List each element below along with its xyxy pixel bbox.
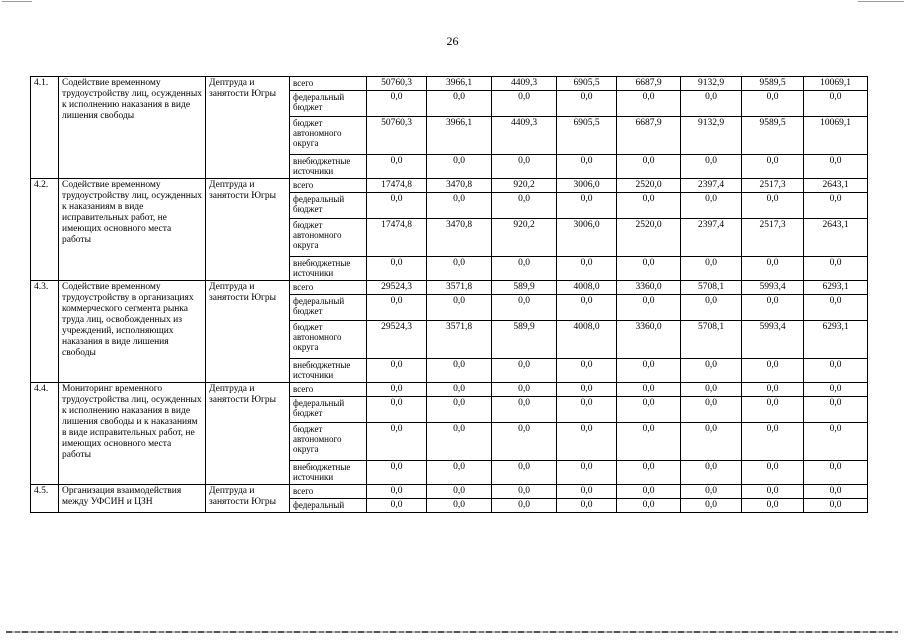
- value-cell: 0,0: [681, 383, 742, 397]
- executor: Дептруда и занятости Югры: [206, 383, 290, 485]
- value-cell: 9589,5: [742, 77, 804, 91]
- measure-name: Содействие временному трудоустройству лиц, осужденных к исполнению наказания в виде лишения свободы: [59, 77, 206, 179]
- value-cell: 0,0: [492, 423, 557, 461]
- table-body: [31, 77, 868, 513]
- value-cell: 0,0: [367, 499, 427, 513]
- value-cell: 17474,8: [367, 219, 427, 257]
- value-cell: 0,0: [427, 499, 492, 513]
- value-cell: 0,0: [557, 499, 617, 513]
- funding-source: внебюджетные источники: [290, 461, 367, 485]
- funding-source: федеральный бюджет: [290, 397, 367, 423]
- value-cell: 9589,5: [742, 117, 804, 155]
- funding-source: всего: [290, 485, 367, 499]
- value-cell: 5708,1: [681, 281, 742, 295]
- executor: Дептруда и занятости Югры: [206, 179, 290, 281]
- value-cell: 3571,8: [427, 281, 492, 295]
- value-cell: 5993,4: [742, 321, 804, 359]
- value-cell: 589,9: [492, 281, 557, 295]
- value-cell: 0,0: [367, 91, 427, 117]
- value-cell: 0,0: [804, 423, 868, 461]
- value-cell: 2520,0: [617, 219, 681, 257]
- value-cell: 0,0: [617, 359, 681, 383]
- value-cell: 0,0: [427, 423, 492, 461]
- row-number: 4.1.: [31, 77, 59, 179]
- value-cell: 589,9: [492, 321, 557, 359]
- funding-source: бюджет автономного округа: [290, 423, 367, 461]
- value-cell: 3360,0: [617, 281, 681, 295]
- value-cell: 5708,1: [681, 321, 742, 359]
- value-cell: 0,0: [367, 423, 427, 461]
- row-number: 4.4.: [31, 383, 59, 485]
- value-cell: 0,0: [617, 155, 681, 179]
- value-cell: 2643,1: [804, 219, 868, 257]
- value-cell: 0,0: [367, 397, 427, 423]
- value-cell: 0,0: [742, 91, 804, 117]
- value-cell: 0,0: [617, 461, 681, 485]
- funding-source: федеральный бюджет: [290, 295, 367, 321]
- value-cell: 0,0: [804, 359, 868, 383]
- value-cell: 4008,0: [557, 281, 617, 295]
- value-cell: 0,0: [557, 193, 617, 219]
- value-cell: 0,0: [617, 295, 681, 321]
- value-cell: 0,0: [742, 359, 804, 383]
- executor: Дептруда и занятости Югры: [206, 281, 290, 383]
- funding-source: внебюджетные источники: [290, 359, 367, 383]
- value-cell: 0,0: [492, 91, 557, 117]
- value-cell: 9132,9: [681, 117, 742, 155]
- value-cell: 0,0: [681, 155, 742, 179]
- value-cell: 3006,0: [557, 179, 617, 193]
- row-number: 4.5.: [31, 485, 59, 513]
- value-cell: 0,0: [557, 383, 617, 397]
- value-cell: 0,0: [681, 499, 742, 513]
- value-cell: 0,0: [367, 155, 427, 179]
- value-cell: 6293,1: [804, 281, 868, 295]
- value-cell: 0,0: [742, 193, 804, 219]
- value-cell: 0,0: [557, 397, 617, 423]
- funding-source: всего: [290, 383, 367, 397]
- value-cell: 0,0: [681, 295, 742, 321]
- value-cell: 0,0: [681, 485, 742, 499]
- value-cell: 0,0: [492, 155, 557, 179]
- row-number: 4.3.: [31, 281, 59, 383]
- value-cell: 0,0: [742, 295, 804, 321]
- value-cell: 0,0: [742, 461, 804, 485]
- value-cell: 0,0: [492, 257, 557, 281]
- value-cell: 0,0: [742, 499, 804, 513]
- value-cell: 0,0: [492, 295, 557, 321]
- value-cell: 0,0: [804, 383, 868, 397]
- value-cell: 0,0: [804, 91, 868, 117]
- value-cell: 0,0: [681, 257, 742, 281]
- funding-source: всего: [290, 77, 367, 91]
- value-cell: 0,0: [617, 91, 681, 117]
- value-cell: 0,0: [617, 257, 681, 281]
- value-cell: 0,0: [427, 485, 492, 499]
- value-cell: 2397,4: [681, 219, 742, 257]
- value-cell: 0,0: [804, 295, 868, 321]
- measure-name: Организация взаимодействия между УФСИН и ЦЗН: [59, 485, 206, 513]
- value-cell: 0,0: [427, 155, 492, 179]
- funding-source: внебюджетные источники: [290, 257, 367, 281]
- value-cell: 0,0: [427, 461, 492, 485]
- value-cell: 0,0: [492, 359, 557, 383]
- funding-source: федеральный бюджет: [290, 193, 367, 219]
- value-cell: 0,0: [492, 499, 557, 513]
- value-cell: 6293,1: [804, 321, 868, 359]
- value-cell: 0,0: [492, 461, 557, 485]
- measure-name: Мониторинг временного трудоустройства лиц, осужденных к исполнению наказания в виде лишения свободы и к наказаниям в виде исправительных работ, не имеющих основного места работы: [59, 383, 206, 485]
- value-cell: 4409,3: [492, 117, 557, 155]
- funding-source: федеральный: [290, 499, 367, 513]
- value-cell: 3966,1: [427, 117, 492, 155]
- value-cell: 0,0: [367, 295, 427, 321]
- value-cell: 4409,3: [492, 77, 557, 91]
- table-row: [31, 281, 868, 295]
- value-cell: 0,0: [367, 193, 427, 219]
- value-cell: 10069,1: [804, 77, 868, 91]
- value-cell: 0,0: [804, 193, 868, 219]
- value-cell: 6687,9: [617, 77, 681, 91]
- measure-name: Содействие временному трудоустройству в организациях коммерческого сегмента рынка труда лиц, освобожденных из учреждений, исполняющих наказания в виде лишения свободы: [59, 281, 206, 383]
- value-cell: 2643,1: [804, 179, 868, 193]
- value-cell: 0,0: [681, 461, 742, 485]
- value-cell: 50760,3: [367, 117, 427, 155]
- value-cell: 0,0: [804, 461, 868, 485]
- value-cell: 0,0: [617, 397, 681, 423]
- value-cell: 920,2: [492, 179, 557, 193]
- funding-source: федеральный бюджет: [290, 91, 367, 117]
- value-cell: 0,0: [557, 485, 617, 499]
- value-cell: 0,0: [617, 485, 681, 499]
- value-cell: 0,0: [427, 295, 492, 321]
- value-cell: 0,0: [367, 359, 427, 383]
- value-cell: 2397,4: [681, 179, 742, 193]
- value-cell: 0,0: [742, 155, 804, 179]
- table-row: [31, 485, 868, 499]
- value-cell: 0,0: [427, 383, 492, 397]
- value-cell: 0,0: [557, 295, 617, 321]
- measure-name: Содействие временному трудоустройству лиц, осужденных к наказаниям в виде исправительных работ, не имеющих основного места работы: [59, 179, 206, 281]
- value-cell: 0,0: [367, 485, 427, 499]
- value-cell: 0,0: [617, 499, 681, 513]
- value-cell: 9132,9: [681, 77, 742, 91]
- value-cell: 0,0: [681, 359, 742, 383]
- value-cell: 0,0: [804, 485, 868, 499]
- value-cell: 0,0: [557, 359, 617, 383]
- funding-source: всего: [290, 281, 367, 295]
- value-cell: 3360,0: [617, 321, 681, 359]
- value-cell: 6905,5: [557, 77, 617, 91]
- value-cell: 0,0: [557, 91, 617, 117]
- funding-source: бюджет автономного округа: [290, 321, 367, 359]
- value-cell: 6905,5: [557, 117, 617, 155]
- executor: Дептруда и занятости Югры: [206, 485, 290, 513]
- value-cell: 0,0: [617, 193, 681, 219]
- value-cell: 0,0: [367, 257, 427, 281]
- value-cell: 0,0: [742, 383, 804, 397]
- value-cell: 3966,1: [427, 77, 492, 91]
- value-cell: 29524,3: [367, 281, 427, 295]
- scan-edge-top-right: [858, 1, 904, 2]
- value-cell: 0,0: [427, 359, 492, 383]
- value-cell: 0,0: [557, 461, 617, 485]
- value-cell: 6687,9: [617, 117, 681, 155]
- value-cell: 920,2: [492, 219, 557, 257]
- value-cell: 3470,8: [427, 219, 492, 257]
- value-cell: 2517,3: [742, 219, 804, 257]
- value-cell: 2520,0: [617, 179, 681, 193]
- funding-source: всего: [290, 179, 367, 193]
- value-cell: 17474,8: [367, 179, 427, 193]
- value-cell: 0,0: [492, 485, 557, 499]
- value-cell: 0,0: [367, 461, 427, 485]
- value-cell: 0,0: [681, 397, 742, 423]
- value-cell: 0,0: [557, 257, 617, 281]
- value-cell: 0,0: [492, 397, 557, 423]
- table-row: [31, 179, 868, 193]
- executor: Дептруда и занятости Югры: [206, 77, 290, 179]
- value-cell: 50760,3: [367, 77, 427, 91]
- value-cell: 5993,4: [742, 281, 804, 295]
- value-cell: 3006,0: [557, 219, 617, 257]
- value-cell: 0,0: [427, 91, 492, 117]
- value-cell: 0,0: [742, 397, 804, 423]
- value-cell: 0,0: [681, 423, 742, 461]
- page-number: 26: [446, 34, 459, 48]
- value-cell: 0,0: [742, 257, 804, 281]
- value-cell: 10069,1: [804, 117, 868, 155]
- value-cell: 0,0: [804, 257, 868, 281]
- value-cell: 0,0: [427, 257, 492, 281]
- table-row: [31, 383, 868, 397]
- value-cell: 0,0: [742, 485, 804, 499]
- scan-edge-bottom: [6, 631, 898, 633]
- value-cell: 29524,3: [367, 321, 427, 359]
- value-cell: 0,0: [492, 193, 557, 219]
- value-cell: 0,0: [681, 193, 742, 219]
- value-cell: 3470,8: [427, 179, 492, 193]
- scan-edge-top-left: [2, 1, 32, 2]
- value-cell: 0,0: [804, 397, 868, 423]
- value-cell: 0,0: [427, 193, 492, 219]
- budget-table: [30, 76, 868, 513]
- row-number: 4.2.: [31, 179, 59, 281]
- value-cell: 2517,3: [742, 179, 804, 193]
- value-cell: 0,0: [367, 383, 427, 397]
- value-cell: 0,0: [804, 155, 868, 179]
- table-row: [31, 77, 868, 91]
- funding-source: бюджет автономного округа: [290, 219, 367, 257]
- value-cell: 0,0: [617, 423, 681, 461]
- value-cell: 0,0: [617, 383, 681, 397]
- value-cell: 0,0: [742, 423, 804, 461]
- value-cell: 0,0: [492, 383, 557, 397]
- value-cell: 0,0: [427, 397, 492, 423]
- value-cell: 0,0: [681, 91, 742, 117]
- value-cell: 4008,0: [557, 321, 617, 359]
- value-cell: 0,0: [557, 155, 617, 179]
- funding-source: бюджет автономного округа: [290, 117, 367, 155]
- value-cell: 0,0: [804, 499, 868, 513]
- value-cell: 3571,8: [427, 321, 492, 359]
- funding-source: внебюджетные источники: [290, 155, 367, 179]
- value-cell: 0,0: [557, 423, 617, 461]
